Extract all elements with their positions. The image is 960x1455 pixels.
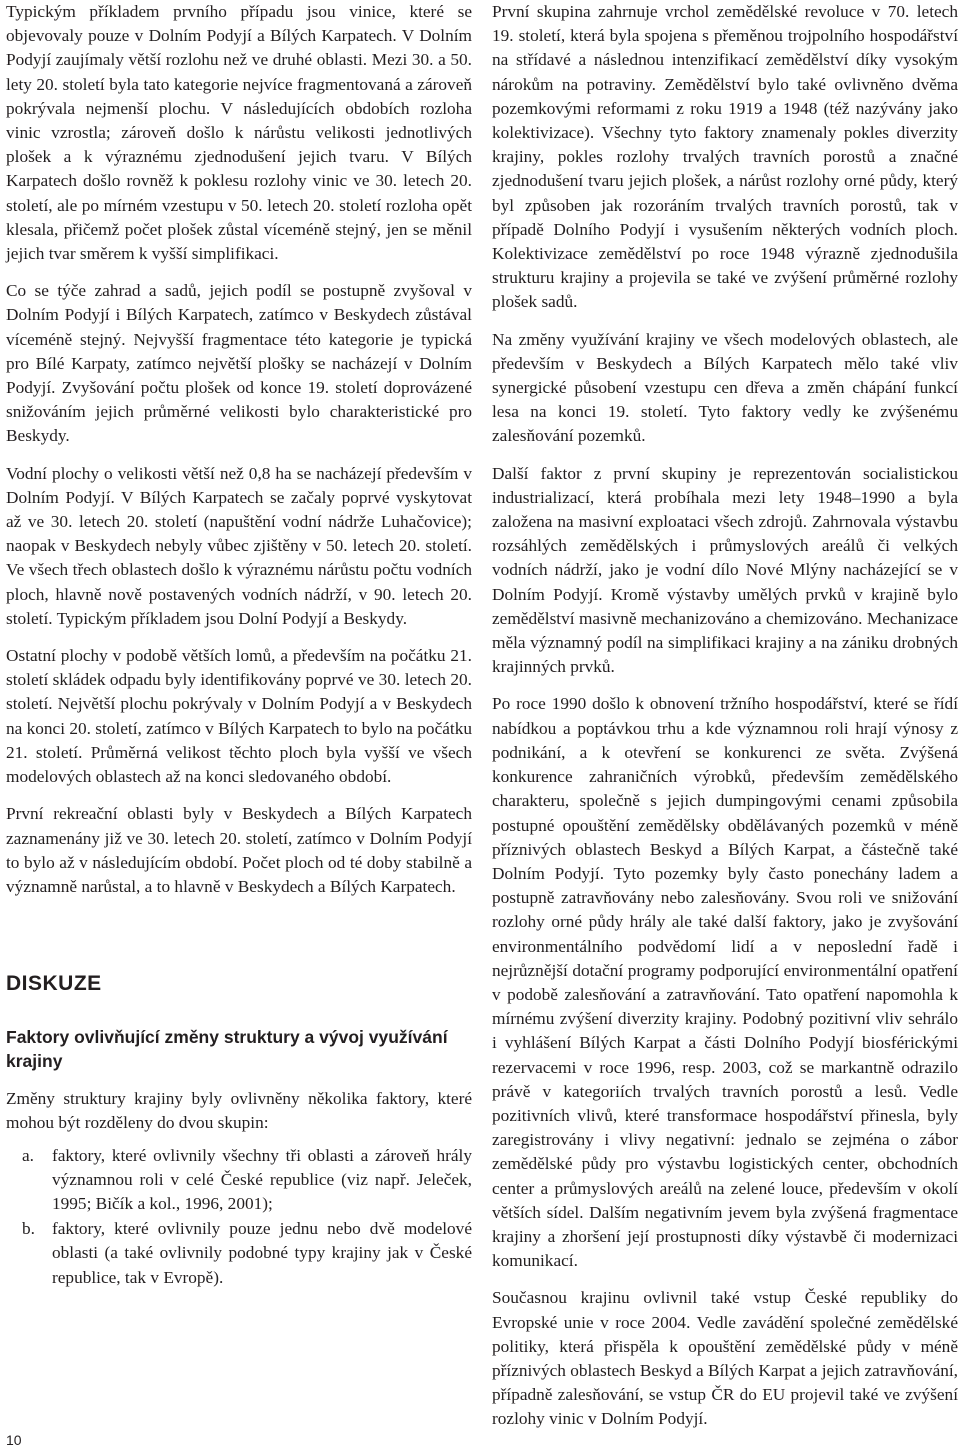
paragraph-industrializace: Další faktor z první skupiny je reprezentován socialistickou industrializací, která probíhala mezi lety 1948–1990 a byla založena na masivní exploataci všech zdrojů. Zahrnovala výstavbu rozsáhlých zemědělských i průmyslových areálů či velkých vodních nádrží, jako je vodní dílo Nové Mlýny nacházející se v Dolním Podyjí. Kromě výstavby umělých prvků v krajině bylo zemědělství masivně mechanizováno a chemizováno. Mechanizace měla významný podíl na simplifikaci krajiny a na zániku drobných krajinných prvků. [492,463,958,677]
left-column [6,0,472,1291]
paragraph-intro-list: Změny struktury krajiny byly ovlivněny několika faktory, které mohou být rozděleny do dvou skupin: [6,1089,472,1133]
paragraph-vodni-plochy: Vodní plochy o velikosti větší než 0,8 ha se nacházejí především v Dolním Podyjí. V Bílých Karpatech se začaly poprvé vyskytovat až ve 30. letech 20. století (napuštění vodní nádrže Luhačovice); naopak v Beskydech nebyly vůbec zjištěny v 50. letech 20. století. Ve všech třech oblastech došlo k výraznému nárůstu počtu vodních ploch, hlavně nově postavených vodních nádrží, v 90. letech 20. století. Typickým příkladem jsou Dolní Podyjí a Beskydy. [6,463,472,628]
list-marker: b. [22,1219,35,1239]
list-item [6,1217,472,1290]
list-marker: a. [22,1145,34,1165]
factor-list [6,1144,472,1290]
paragraph-rekreacni-oblasti: První rekreační oblasti byly v Beskydech a Bílých Karpatech zaznamenány již ve 30. letech 20. století, zatímco v Dolním Podyjí to bylo až v následujícím období. Počet ploch od té doby stabilně a významně narůstal, a to hlavně v Beskydech a Bílých Karpatech. [6,804,472,896]
paragraph-po-roce-1990: Po roce 1990 došlo k obnovení tržního hospodářství, které se řídí nabídkou a poptávkou trhu a kde významnou roli hrají výnosy z podnikání, a k otevření se konkurenci ze světa. Zvýšená konkurence zahraničních výrobků, především zemědělského charakteru, společně s jejich dumpingovými cenami způsobila postupné opouštění zemědělsky obdělávaných pozemků v méně příznivých oblastech Beskyd a Bílých Karpat, a částečně také Dolním Podyjí. Tyto pozemky byly často ponechány ladem a postupně zatravňovány nebo zalesňovány. Svou roli ve snižování rozlohy orné půdy hrály ale také další faktory, jako je zvyšování environmentálního podvědomí lidí a v neposlední řadě i nejrůznější dotační programy podporující environmentální opatření v podobě zalesňování a zatravňování. Tato opatření napomohla k mírnému zvýšení diverzity krajiny. Podobný pozitivní vliv sehrálo i vyhlášení Bílých Karpat a části Dolního Podyjí biosférickými rezervacemi v roce 1996, resp. 2003, což se markantně odrazilo právě v kategoriích trvalých travních porostů a lesů. Vedle pozitivních vlivů, které transformace hospodářství přinesla, byly zaregistrovány i vlivy negativní: jednalo se zejména o zábor zemědělské půdy pro výstavbu logistických center, obchodních center a průmyslových areálů na zelené louce, především v okolí větších sídel. Dalším negativním jevem byla zvýšená fragmentace krajiny a zhoršení její prostupnosti díky výstavbě či modernizaci komunikací. [492,694,958,1271]
list-item [6,1144,472,1217]
paragraph-vstup-eu: Současnou krajinu ovlivnil také vstup České republiky do Evropské unie v roce 2004. Vedle zavádění společné zemědělské politiky, která přispěla k opouštění zemědělské půdy v méně příznivých oblastech Beskyd a Bílých Karpat a jejich zatravňování, případně zalesňování, se vstup ČR do EU projevil také ve zvýšení rozlohy vinic v Dolním Podyjí. [492,1288,958,1429]
subheading-faktory: Faktory ovlivňující změny struktury a vývoj využívání krajiny [6,1027,448,1072]
paragraph-zahrady-sady: Co se týče zahrad a sadů, jejich podíl se postupně zvyšoval v Dolním Podyjí i Bílých Karpatech, zatímco v Beskydech zůstával víceméně stejný. Nejvyšší fragmentace této kategorie je typická pro Bílé Karpaty, zatímco největší plošky se nacházejí v Dolním Podyjí. Zvyšování počtu plošek od konce 19. století doprovázené snižováním jejich průměrné velikosti bylo charakteristické pro Beskydy. [6,281,472,446]
list-item-text: faktory, které ovlivnily pouze jednu nebo dvě modelové oblasti (a také ovlivnily podobné typy krajiny jak v České republice, tak v Evropě). [52,1219,472,1287]
paragraph-vinice: Typickým příkladem prvního případu jsou vinice, které se objevovaly pouze v Dolním Podyjí a Bílých Karpatech. V Dolním Podyjí zaujímaly větší rozlohu než ve druhé oblasti. Mezi 30. a 50. lety 20. století byla tato kategorie nejvíce fragmentovaná a zároveň pokrývala nejmenší plochu. V následujících obdobích rozloha vinic vzrostla; zároveň došlo k nárůstu velikosti jednotlivých plošek a k výraznému zjednodušení jejich tvaru. V Bílých Karpatech došlo rovněž k poklesu rozlohy vinic ve 30. letech 20. století, ale po mírném vzestupu v 50. letech 20. století rozloha opět klesala, přičemž počet plošek zůstal víceméně stejný, jen se měnil jejich tvar směrem k vyšší simplifikaci. [6,2,472,264]
page-number: 10 [6,1432,22,1448]
section-heading-diskuze: DISKUZE [6,972,102,996]
right-column [492,0,958,1445]
paragraph-ostatni-plochy: Ostatní plochy v podobě větších lomů, a především na počátku 21. století skládek odpadu byly identifikovány poprvé ve 30. letech 20. století. Největší plochu pokrývaly v Dolním Podyjí a v Beskydech na konci 20. století, zatímco v Bílých Karpatech to bylo na počátku 21. století. Průměrná velikost těchto ploch byla vyšší ve všech modelových oblastech až na konci sledovaného období. [6,646,472,787]
paragraph-prvni-skupina: První skupina zahrnuje vrchol zemědělské revoluce v 70. letech 19. století, která byla spojena s přeměnou trojpolního hospodářství na střídavé a následnou intenzifikací zemědělství díky vysokým nárokům na potraviny. Zemědělství bylo také ovlivněno dvěma pozemkovými reformami z roku 1919 a 1948 (též nazývány jako kolektivizace). Všechny tyto faktory znamenaly pokles diverzity krajiny, pokles rozlohy trvalých travních porostů a značné zjednodušení tvaru jejich plošek, a nárůst rozlohy orné půdy, který byl způsoben jak rozoráním trvalých travních porostů, tak v případě Dolního Podyjí i vysušením některých vodních ploch. Kolektivizace zemědělství po roce 1948 výrazně zjednodušila strukturu krajiny a projevila se také ve zvýšení průměrné rozlohy plošek sadů. [492,2,958,312]
paragraph-zalesnovani: Na změny využívání krajiny ve všech modelových oblastech, ale především v Beskydech a Bílých Karpatech mělo také vliv synergické působení vzestupu cen dřeva a změn chápání funkcí lesa na konci 19. století. Tyto faktory vedly ke zvýšenému zalesňování pozemků. [492,329,958,446]
list-item-text: faktory, které ovlivnily všechny tři oblasti a zároveň hrály významnou roli v celé České republice (viz např. Jeleček, 1995; Bičík a kol., 1996, 2001); [52,1145,472,1213]
